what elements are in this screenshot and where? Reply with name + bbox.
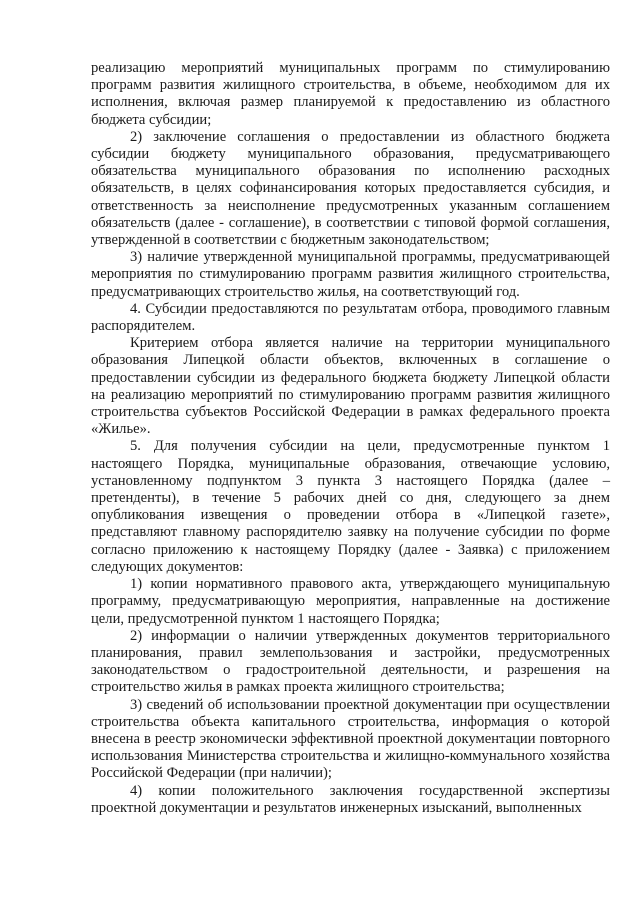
paragraph: Критерием отбора является наличие на территории муниципального образования Липецкой области объектов, включенных в соглашение о предоставлении субсидии из федерального бюджета бюджету Липецкой области на реализацию мероприятий по стимулированию программ развития жилищного строительства субъектов Российской Федерации в рамках федерального проекта «Жилье». <box>91 335 610 438</box>
paragraph: 4) копии положительного заключения государственной экспертизы проектной документации и результатов инженерных изысканий, выполненных <box>91 782 610 816</box>
paragraph: реализацию мероприятий муниципальных программ по стимулированию программ развития жилищного строительства, в объеме, необходимом для их исполнения, включая размер планируемой к предоставлению из областного бюджета субсидии; <box>91 60 610 128</box>
paragraph: 2) информации о наличии утвержденных документов территориального планирования, правил землепользования и застройки, предусмотренных законодательством о градостроительной деятельности, и разрешения на строительство жилья в рамках проекта жилищного строительства; <box>91 627 610 696</box>
paragraph: 1) копии нормативного правового акта, утверждающего муниципальную программу, предусматривающую мероприятия, направленные на достижение цели, предусмотренной пунктом 1 настоящего Порядка; <box>91 576 610 627</box>
paragraph: 5. Для получения субсидии на цели, предусмотренные пунктом 1 настоящего Порядка, муниципальные образования, отвечающие условию, установленному подпунктом 3 пункта 3 настоящего Порядка (далее – претенденты), в течение 5 рабочих дней со дня, следующего за днем опубликования извещения о проведении отбора в «Липецкой газете», представляют главному распорядителю заявку на получение субсидии по форме согласно приложению к настоящему Порядку (далее - Заявка) с приложением следующих документов: <box>91 438 610 575</box>
paragraph: 4. Субсидии предоставляются по результатам отбора, проводимого главным распорядителем. <box>91 300 610 335</box>
paragraph: 3) наличие утвержденной муниципальной программы, предусматривающей мероприятия по стимулированию программ развития жилищного строительства, предусматривающих строительство жилья, на соответствующий год. <box>91 249 610 300</box>
document-body <box>91 60 610 817</box>
paragraph: 2) заключение соглашения о предоставлении из областного бюджета субсидии бюджету муниципального образования, предусматривающего обязательства муниципального образования по исполнению расходных обязательств, в целях софинансирования которых предоставляется субсидия, и ответственность за неисполнение предусмотренных указанным соглашением обязательств (далее - соглашение), в соответствии с типовой формой соглашения, утвержденной в соответствии с бюджетным законодательством; <box>91 128 610 249</box>
paragraph: 3) сведений об использовании проектной документации при осуществлении строительства объекта капитального строительства, информация о которой внесена в реестр экономически эффективной проектной документации повторного использования Министерства строительства и жилищно-коммунального хозяйства Российской Федерации (при наличии); <box>91 696 610 782</box>
